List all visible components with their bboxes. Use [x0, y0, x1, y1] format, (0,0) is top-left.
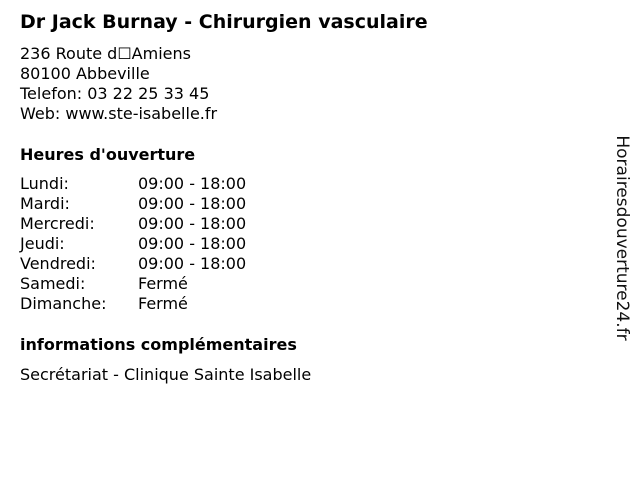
city: 80100 Abbeville	[20, 64, 150, 83]
hours-row	[20, 254, 246, 274]
hours-row	[20, 274, 246, 294]
hours-time: 09:00 - 18:00	[138, 194, 247, 213]
opening-hours-heading: Heures d'ouverture	[20, 145, 196, 164]
website-link[interactable]: Web: www.ste-isabelle.fr	[20, 104, 218, 123]
hours-time: Fermé	[138, 294, 188, 313]
hours-day: Lundi:	[20, 174, 69, 193]
hours-time: Fermé	[138, 274, 188, 293]
street-address: 236 Route d☐Amiens	[20, 44, 191, 63]
opening-hours-table	[20, 174, 246, 314]
hours-time: 09:00 - 18:00	[138, 214, 247, 233]
hours-day: Jeudi:	[20, 234, 65, 253]
hours-time: 09:00 - 18:00	[138, 234, 247, 253]
additional-info-heading: informations complémentaires	[20, 335, 297, 354]
page-title: Dr Jack Burnay - Chirurgien vasculaire	[20, 11, 428, 33]
hours-row	[20, 194, 246, 214]
hours-time: 09:00 - 18:00	[138, 174, 247, 193]
site-watermark: Horairesdouverture24.fr	[612, 135, 632, 341]
hours-row	[20, 214, 246, 234]
hours-day: Dimanche:	[20, 294, 107, 313]
additional-info-text: Secrétariat - Clinique Sainte Isabelle	[20, 365, 312, 384]
hours-day: Mardi:	[20, 194, 70, 213]
hours-row	[20, 174, 246, 194]
hours-day: Samedi:	[20, 274, 86, 293]
hours-row	[20, 294, 246, 314]
address-block	[20, 44, 217, 124]
hours-time: 09:00 - 18:00	[138, 254, 247, 273]
hours-row	[20, 234, 246, 254]
hours-day: Vendredi:	[20, 254, 96, 273]
hours-day: Mercredi:	[20, 214, 95, 233]
phone-number: Telefon: 03 22 25 33 45	[20, 84, 210, 103]
